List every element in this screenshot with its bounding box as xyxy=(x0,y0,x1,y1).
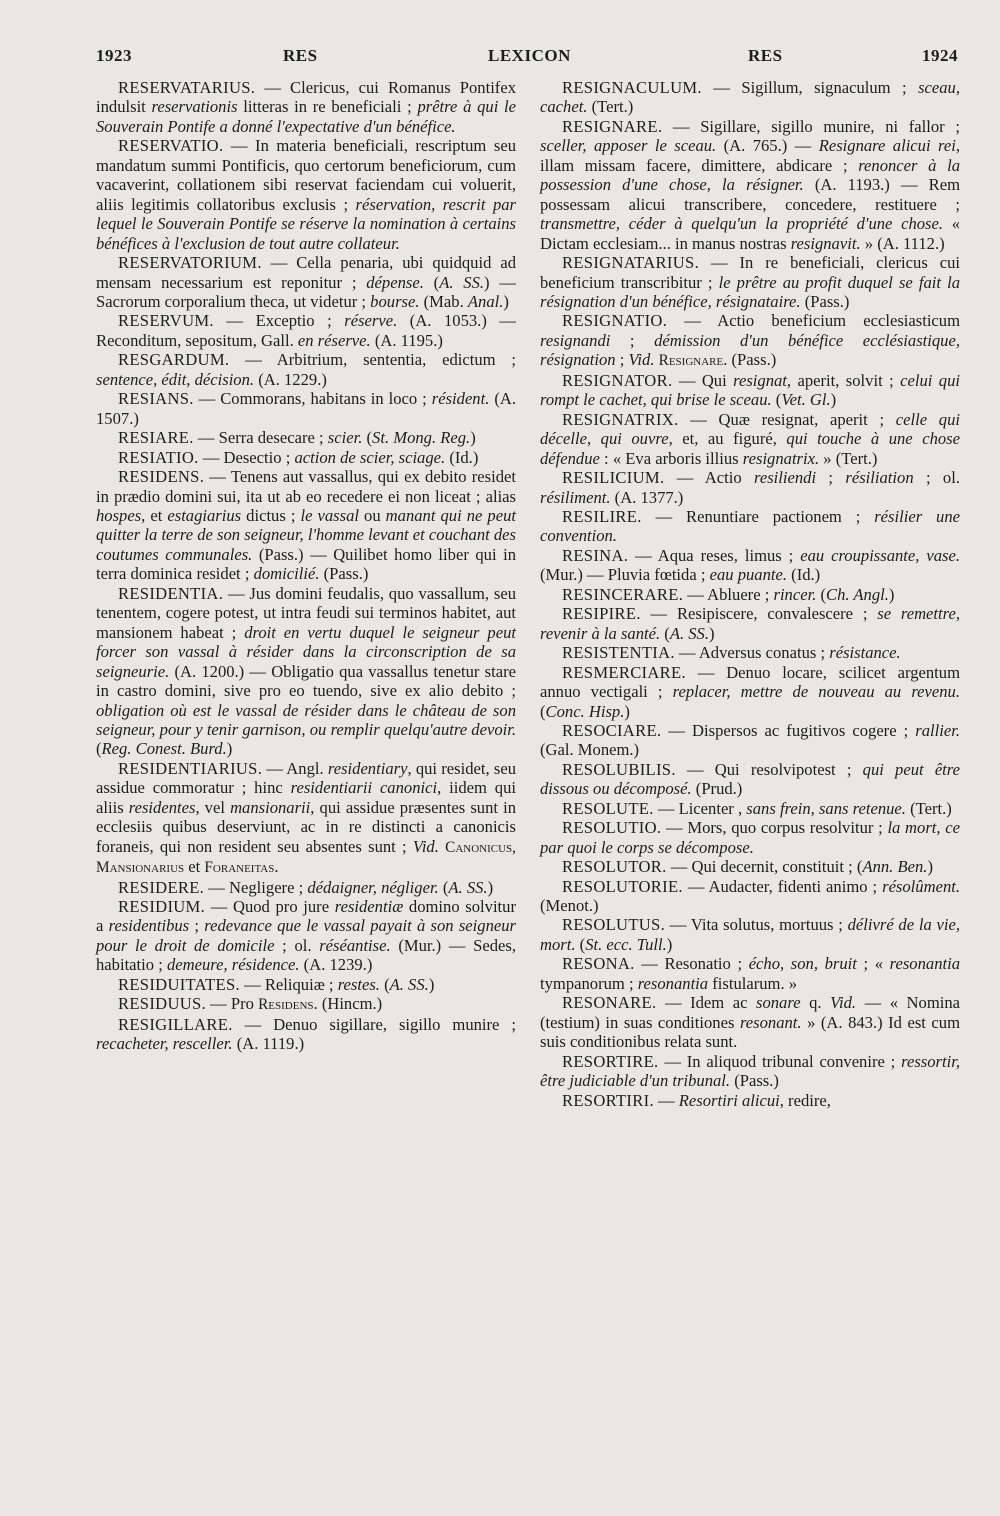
dictionary-entry xyxy=(96,78,516,136)
entry-headword: RESIGNARE. xyxy=(562,116,663,136)
entry-definition: — Exceptio ; réserve. (A. 1053.) — Reconditum, sepositum, Gall. en réserve. (A. 1195.) xyxy=(96,311,517,350)
dictionary-entry xyxy=(96,136,516,253)
entry-headword: RESERVUM. xyxy=(118,311,214,331)
entry-definition: — Aqua reses, limus ; eau croupissante, vase. (Mur.) — Pluvia fœtida ; eau puante. (Id.) xyxy=(540,545,960,585)
dictionary-entry xyxy=(540,507,960,546)
dictionary-entry xyxy=(540,857,960,876)
entry-definition: — Resipiscere, convalescere ; se remettre, revenir à la santé. (A. SS.) xyxy=(540,604,960,643)
dictionary-entry xyxy=(96,253,516,311)
entry-definition: — Vita solutus, mortuus ; délivré de la vie, mort. (St. ecc. Tull.) xyxy=(540,915,960,954)
dictionary-entry xyxy=(540,311,960,370)
entry-headword: RESIDENTIARIUS. xyxy=(118,758,263,778)
entry-definition: — Qui resolvipotest ; qui peut être dissous ou décomposé. (Prud.) xyxy=(540,759,960,799)
entry-headword: RESOCIARE. xyxy=(562,720,662,740)
entry-headword: RESIDENS. xyxy=(118,467,205,487)
entry-definition: — Licenter , sans frein, sans retenue. (Tert.) xyxy=(653,798,952,818)
dictionary-entry xyxy=(540,1052,960,1091)
entry-headword: RESERVATORIUM. xyxy=(118,253,262,273)
entry-definition: — Actio beneficium ecclesiasticum resignandi ; démission d'un bénéfice ecclésiastique, résignation ; Vid. Resignare. (Pass.) xyxy=(540,311,960,370)
entry-definition: — Resortiri alicui, redire, xyxy=(653,1090,831,1110)
entry-headword: RESINA. xyxy=(562,545,629,565)
entry-definition: — Negligere ; dédaigner, négliger. (A. SS.) xyxy=(204,877,494,897)
dictionary-entry xyxy=(96,878,516,897)
entry-definition: — Quod pro jure residentiæ domino solvitur a residentibus ; redevance que le vassal payait à son seigneur pour le droit de domicile ; ol. réséantise. (Mur.) — Sedes, habitatio ; demeure, résidence. (A. 1239.) xyxy=(96,897,516,975)
entry-definition: — Cella penaria, ubi quidquid ad mensam necessarium est reponitur ; dépense. (A. SS.) — Sacrorum corporalium theca, ut videtur ; bourse. (Mab. Anal.) xyxy=(96,253,516,311)
dictionary-entry xyxy=(540,410,960,468)
entry-definition: — Arbitrium, sententia, edictum ; sentence, édit, décision. (A. 1229.) xyxy=(96,350,516,389)
entry-headword: RESOLUTUS. xyxy=(562,915,666,935)
dictionary-entry xyxy=(540,663,960,721)
entry-headword: RESIGILLARE. xyxy=(118,1014,233,1034)
dictionary-entry xyxy=(540,643,960,662)
entry-headword: RESOLUTIO. xyxy=(562,818,662,838)
dictionary-entry xyxy=(540,585,960,604)
entry-definition: — Renuntiare pactionem ; résilier une convention. xyxy=(540,506,960,546)
entry-definition: — Adversus conatus ; résistance. xyxy=(674,643,901,663)
dictionary-entry xyxy=(96,467,516,584)
dictionary-entry xyxy=(96,994,516,1014)
entry-headword: RESIGNACULUM. xyxy=(562,78,702,97)
running-header xyxy=(96,46,958,72)
entry-definition: — Qui resignat, aperit, solvit ; celui qui rompt le cachet, qui brise le sceau. (Vet. Gl.) xyxy=(540,370,960,410)
dictionary-entry xyxy=(540,993,960,1051)
entry-headword: RESINCERARE. xyxy=(562,584,684,604)
dictionary-entry xyxy=(96,1015,516,1054)
right-column xyxy=(540,78,960,1110)
right-page-number: 1924 xyxy=(922,46,958,65)
dictionary-entry xyxy=(540,760,960,799)
entry-headword: RESIDENTIA. xyxy=(118,583,224,603)
dictionary-entry xyxy=(540,78,960,117)
left-column xyxy=(96,78,516,1054)
dictionary-entry xyxy=(540,915,960,954)
entry-definition: — Clericus, cui Romanus Pontifex indulsit reservationis litteras in re beneficiali ; prêtre à qui le Souverain Pontife a donné l'expectative d'un bénéfice. xyxy=(96,78,516,136)
entry-headword: RESIANS. xyxy=(118,389,194,409)
dictionary-entry xyxy=(540,546,960,585)
entry-headword: RESOLUTE. xyxy=(562,798,654,818)
entry-headword: RESMERCIARE. xyxy=(562,662,686,682)
entry-headword: RESIDUUS. xyxy=(118,994,206,1014)
entry-headword: RESIATIO. xyxy=(118,447,199,467)
dictionary-entry xyxy=(96,350,516,389)
dictionary-entry xyxy=(540,468,960,507)
entry-definition: — Quæ resignat, aperit ; celle qui décelle, qui ouvre, et, au figuré, qui touche à une chose défendue : « Eva arboris illius resignatrix. » (Tert.) xyxy=(540,409,960,468)
entry-headword: RESONA. xyxy=(562,954,635,974)
dictionary-entry xyxy=(96,389,516,428)
entry-headword: RESIGNATIO. xyxy=(562,311,668,331)
entry-definition: — Mors, quo corpus resolvitur ; la mort, ce par quoi le corps se décompose. xyxy=(540,818,960,857)
entry-definition: — In materia beneficiali, rescriptum seu mandatum summi Pontificis, quo certorum beneficiorum, cum vacaverint, collationem sibi reservat faciendam cui voluerit, aliis legitimis collatoribus exclusis ; réservation, rescrit par lequel le Souverain Pontife se réserve la nomination à certains bénéfices à l'exclusion de tout autre collateur. xyxy=(96,136,516,253)
left-page-number: 1923 xyxy=(96,46,132,65)
dictionary-entry xyxy=(96,975,516,994)
entry-headword: RESONARE. xyxy=(562,993,657,1013)
entry-definition: — Abluere ; rincer. (Ch. Angl.) xyxy=(683,584,895,604)
entry-headword: RESOLUTORIE. xyxy=(562,876,683,896)
entry-definition: — Sigillum, signaculum ; sceau, cachet. (Tert.) xyxy=(540,78,960,117)
dictionary-entry xyxy=(96,428,516,447)
dictionary-entry xyxy=(540,371,960,410)
entry-definition: — Jus domini feudalis, quo vassallum, seu tenentem, cogere potest, ut intra feudi sui terminos habitet, aut mansionem habeat ; droit en vertu duquel le seigneur peut forcer son vassal à résider dans la circonscription de sa seigneurie. (A. 1200.) — Obligatio qua vassallus tenetur stare in castro domini, sive pro eo tuendo, sive ex alio debito ; obligation où est le vassal de résider dans le château de son seigneur, pour y tenir garnison, ou remplir quelqu'autre devoir. (Reg. Conest. Burd.) xyxy=(96,583,516,759)
entry-headword: RESIARE. xyxy=(118,428,194,448)
dictionary-entry xyxy=(540,818,960,857)
entry-headword: RESIPIRE. xyxy=(562,604,641,624)
entry-definition: — Actio resiliendi ; résiliation ; ol. résiliment. (A. 1377.) xyxy=(540,468,960,507)
entry-headword: RESOLUTOR. xyxy=(562,857,667,877)
entry-headword: RESGARDUM. xyxy=(118,350,230,370)
dictionary-entry xyxy=(96,759,516,878)
dictionary-entry xyxy=(96,584,516,759)
entry-definition: — In aliquod tribunal convenire ; ressortir, être judiciable d'un tribunal. (Pass.) xyxy=(540,1051,960,1091)
left-guide-word: RES xyxy=(283,46,318,65)
entry-definition: — Denuo sigillare, sigillo munire ; recacheter, resceller. (A. 1119.) xyxy=(96,1014,516,1054)
entry-headword: RESERVATIO. xyxy=(118,136,224,156)
entry-definition: — Resonatio ; écho, son, bruit ; « resonantia tympanorum ; resonantia fistularum. » xyxy=(540,954,961,993)
dictionary-entry xyxy=(540,1091,960,1110)
entry-definition: — In re beneficiali, clericus cui beneficium transcribitur ; le prêtre au profit duquel se fait la résignation d'un bénéfice, résignataire. (Pass.) xyxy=(540,253,960,311)
entry-headword: RESIDIUM. xyxy=(118,897,206,917)
lexicon-title: LEXICON xyxy=(488,46,571,65)
dictionary-entry xyxy=(540,799,960,818)
entry-definition: — Desectio ; action de scier, sciage. (Id.) xyxy=(198,447,479,467)
dictionary-entry xyxy=(540,117,960,253)
entry-headword: RESIDERE. xyxy=(118,877,205,897)
dictionary-entry xyxy=(540,604,960,643)
entry-definition: — Pro Residens. (Hincm.) xyxy=(206,994,383,1014)
entry-headword: RESISTENTIA. xyxy=(562,643,675,663)
entry-headword: RESORTIRI. xyxy=(562,1090,654,1110)
entry-definition: — Idem ac sonare q. Vid. — « Nomina (testium) in suas conditiones resonant. » (A. 843.) Id est cum suis conditionibus relata sunt. xyxy=(540,993,960,1052)
entry-headword: RESIGNATOR. xyxy=(562,370,673,390)
entry-headword: RESERVATARIUS. xyxy=(118,78,256,97)
dictionary-entry xyxy=(540,253,960,311)
entry-definition: — Serra desecare ; scier. (St. Mong. Reg.) xyxy=(193,428,476,448)
entry-definition: — Dispersos ac fugitivos cogere ; rallier. (Gal. Monem.) xyxy=(540,720,960,760)
entry-definition: — Commorans, habitans in loco ; résident. (A. 1507.) xyxy=(96,389,516,428)
entry-definition: — Audacter, fidenti animo ; résolûment. (Menot.) xyxy=(540,876,960,916)
entry-definition: — Qui decernit, constituit ; (Ann. Ben.) xyxy=(666,857,933,877)
entry-definition: — Angl. residentiary, qui residet, seu assidue commoratur ; hinc residentiarii canonici, iidem qui aliis residentes, vel mansionarii, qui assidue præsentes sunt in ecclesiis quibus deserviunt, ac in re distincti a canonicis foraneis, qui non resident seu absentes sunt ; Vid. Canonicus, Mansionarius et Foraneitas. xyxy=(96,758,516,877)
entry-definition: — Denuo locare, scilicet argentum annuo vectigali ; replacer, mettre de nouveau au revenu. (Conc. Hisp.) xyxy=(540,662,960,721)
entry-headword: RESORTIRE. xyxy=(562,1051,659,1071)
entry-definition: — Reliquiæ ; restes. (A. SS.) xyxy=(239,974,435,994)
dictionary-entry xyxy=(540,954,960,993)
entry-headword: RESIGNATARIUS. xyxy=(562,253,700,273)
entry-headword: RESIGNATRIX. xyxy=(562,409,679,429)
dictionary-entry xyxy=(96,897,516,975)
dictionary-entry xyxy=(96,448,516,467)
entry-headword: RESILICIUM. xyxy=(562,468,665,488)
entry-definition: — Tenens aut vassallus, qui ex debito residet in prædio domini sui, ita ut ab eo recedere ei non liceat ; alias hospes, et estagiarius dictus ; le vassal ou manant qui ne peut quitter la terre de son seigneur, l'homme levant et couchant des coutumes communales. (Pass.) — Quilibet homo liber qui in terra dominica residet ; domicilié. (Pass.) xyxy=(96,467,517,584)
dictionary-entry xyxy=(540,721,960,760)
entry-headword: RESIDUITATES. xyxy=(118,974,240,994)
right-guide-word: RES xyxy=(748,46,783,65)
entry-definition: — Sigillare, sigillo munire, ni fallor ; sceller, apposer le sceau. (A. 765.) — Resignare alicui rei, illam missam facere, dimittere, abdicare ; renoncer à la possession d'une chose, la résigner. (A. 1193.) — Rem possessam alicui transcribere, concedere, restituere ; transmettre, céder à quelqu'un la propriété d'une chose. « Dictam ecclesiam... in manus nostras resignavit. » (A. 1112.) xyxy=(540,116,960,253)
dictionary-entry xyxy=(540,877,960,916)
entry-headword: RESILIRE. xyxy=(562,506,642,526)
entry-headword: RESOLUBILIS. xyxy=(562,759,676,779)
dictionary-entry xyxy=(96,311,516,350)
